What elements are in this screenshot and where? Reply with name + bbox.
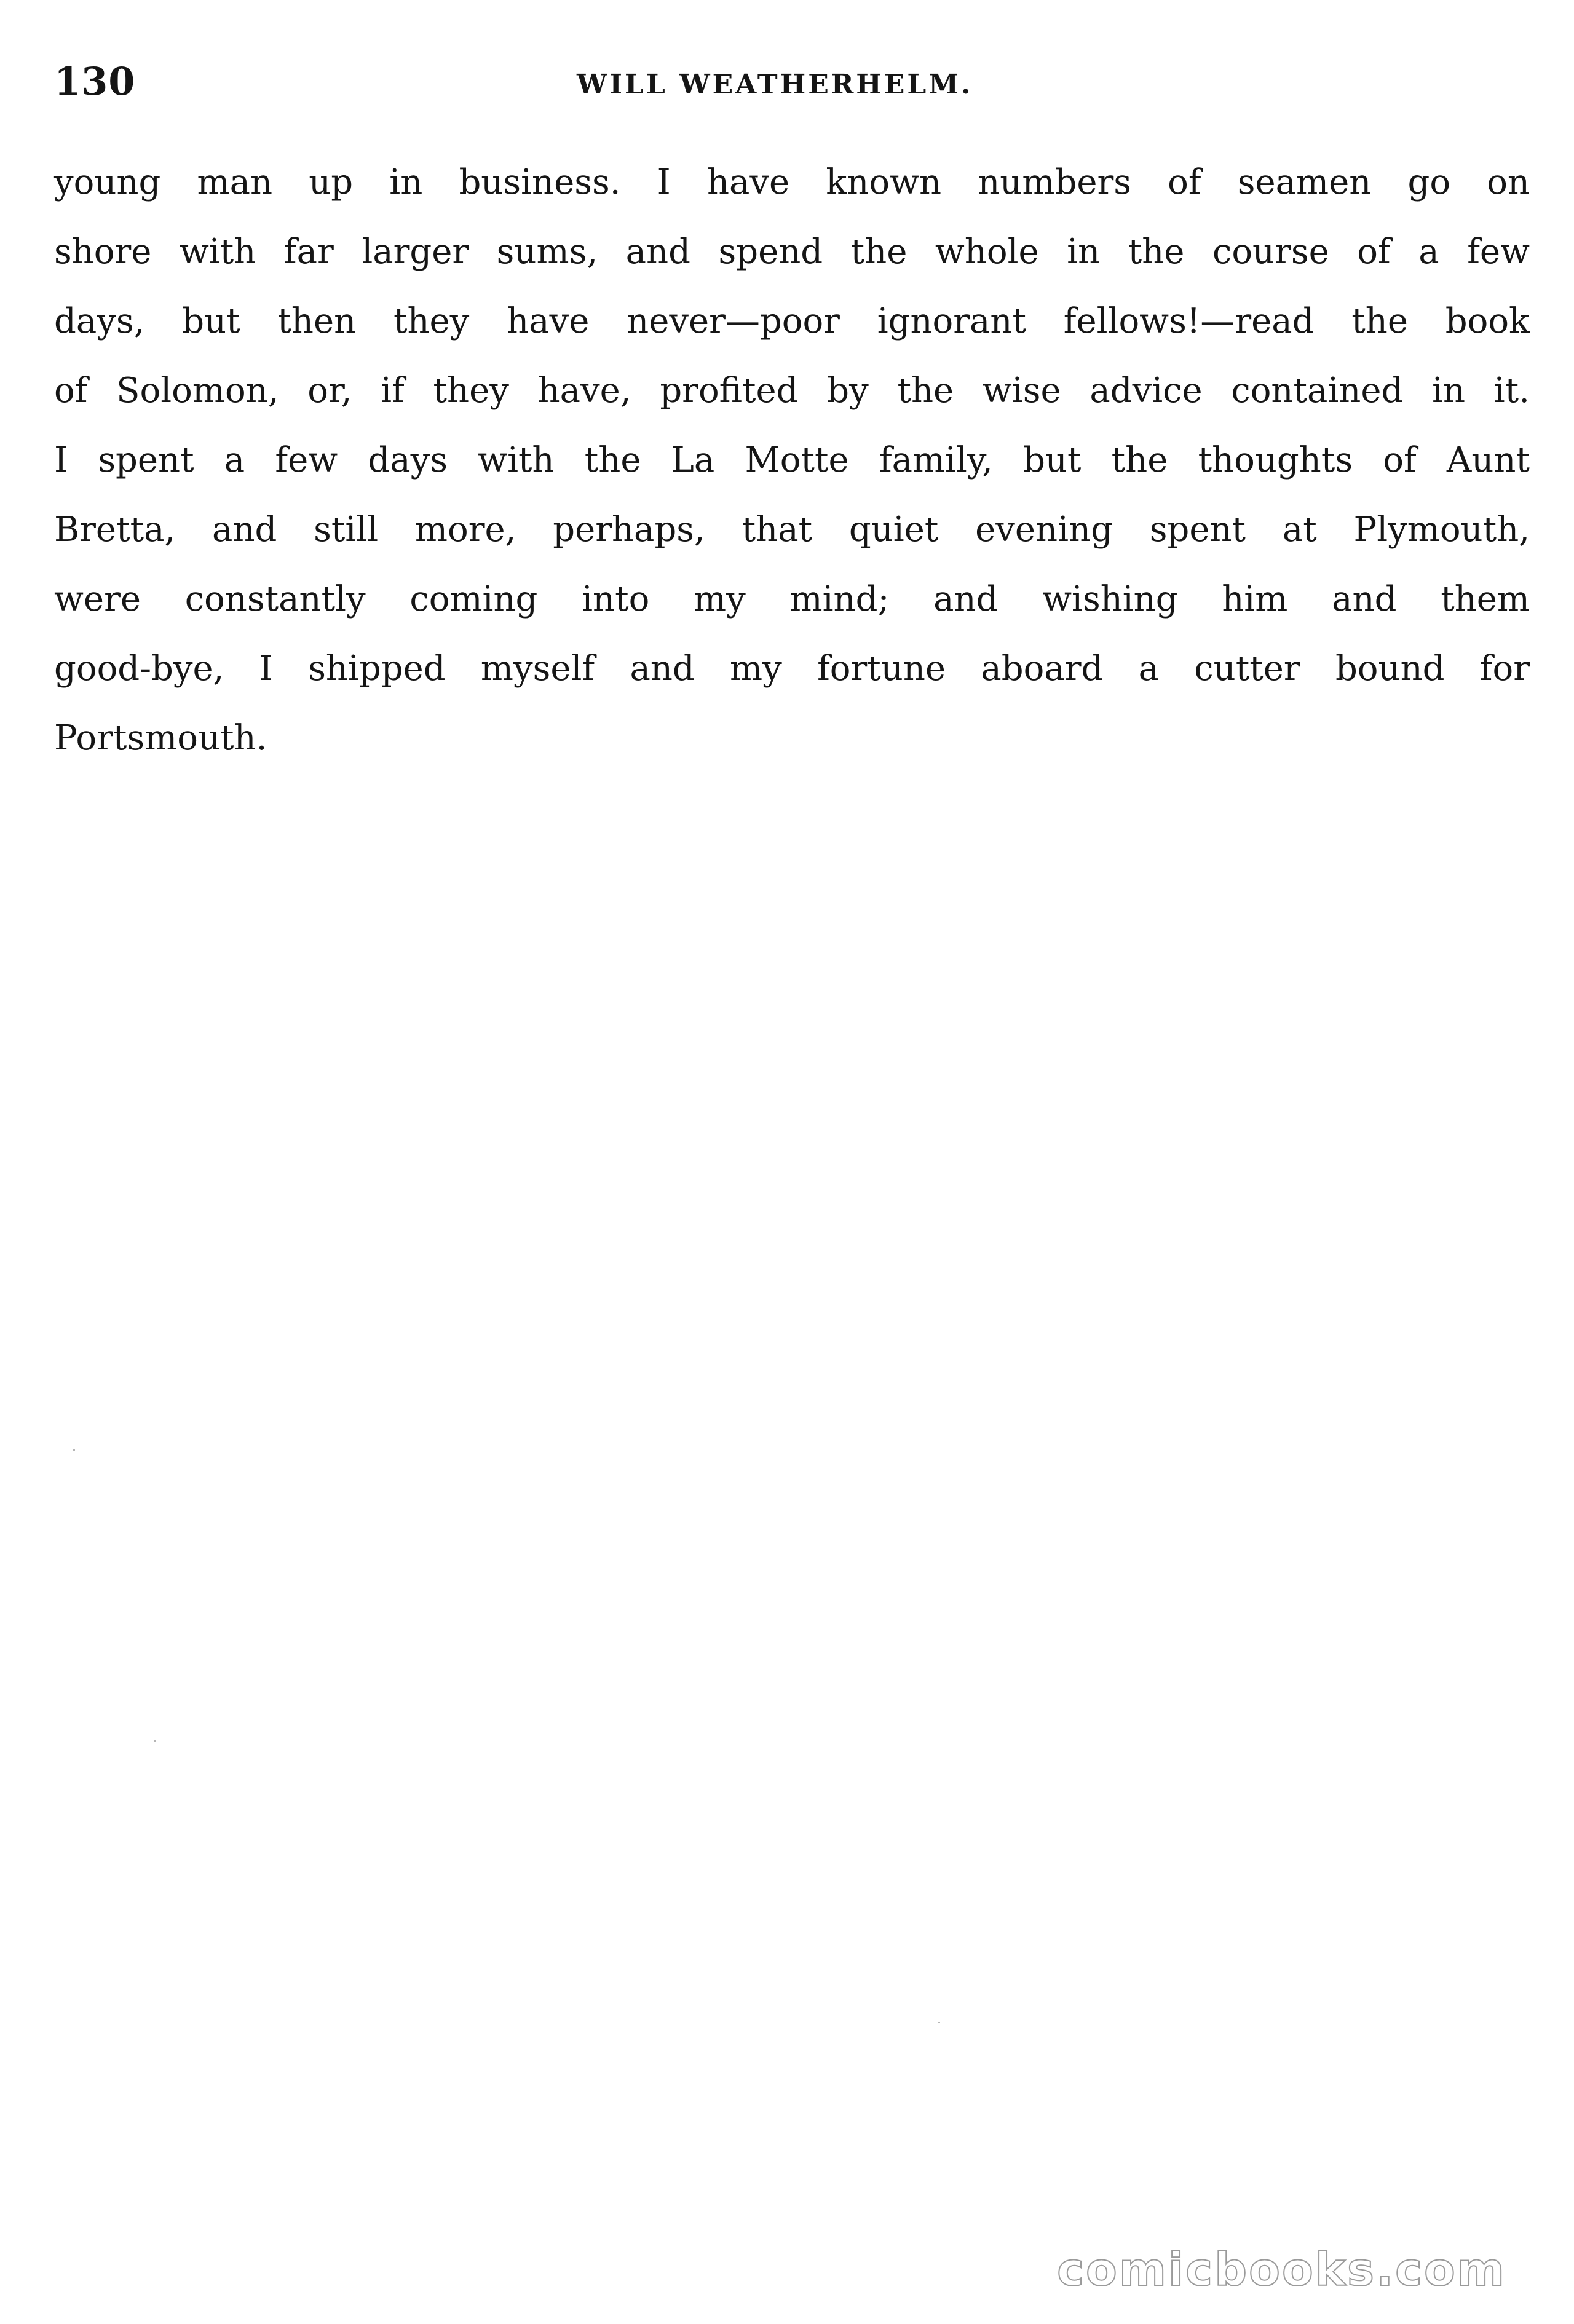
running-head: WILL WEATHERHELM.: [577, 69, 973, 100]
print-speck: [154, 1740, 156, 1742]
watermark-logo: comicbooks.com: [1057, 2243, 1506, 2296]
print-speck: [73, 1449, 75, 1451]
page-header: [54, 54, 1530, 109]
text-line: shore with far larger sums, and spend the whole in the course of a few: [54, 232, 1530, 272]
page-number: 130: [54, 59, 136, 104]
text-line: I spent a few days with the La Motte family, but the thoughts of Aunt: [54, 440, 1530, 480]
text-line: good-bye, I shipped myself and my fortune aboard a cutter bound for: [54, 649, 1530, 689]
text-line: were constantly coming into my mind; and wishing him and them: [54, 579, 1530, 619]
text-line: Portsmouth.: [54, 718, 267, 758]
text-line: young man up in business. I have known numbers of seamen go on: [54, 162, 1530, 202]
text-line: days, but then they have never—poor ignorant fellows!—read the book: [54, 301, 1530, 341]
body-paragraph: [54, 148, 1530, 773]
text-line: Bretta, and still more, perhaps, that quiet evening spent at Plymouth,: [54, 510, 1530, 550]
text-line: of Solomon, or, if they have, profited by the wise advice contained in it.: [54, 371, 1530, 411]
print-speck: [938, 2022, 940, 2023]
